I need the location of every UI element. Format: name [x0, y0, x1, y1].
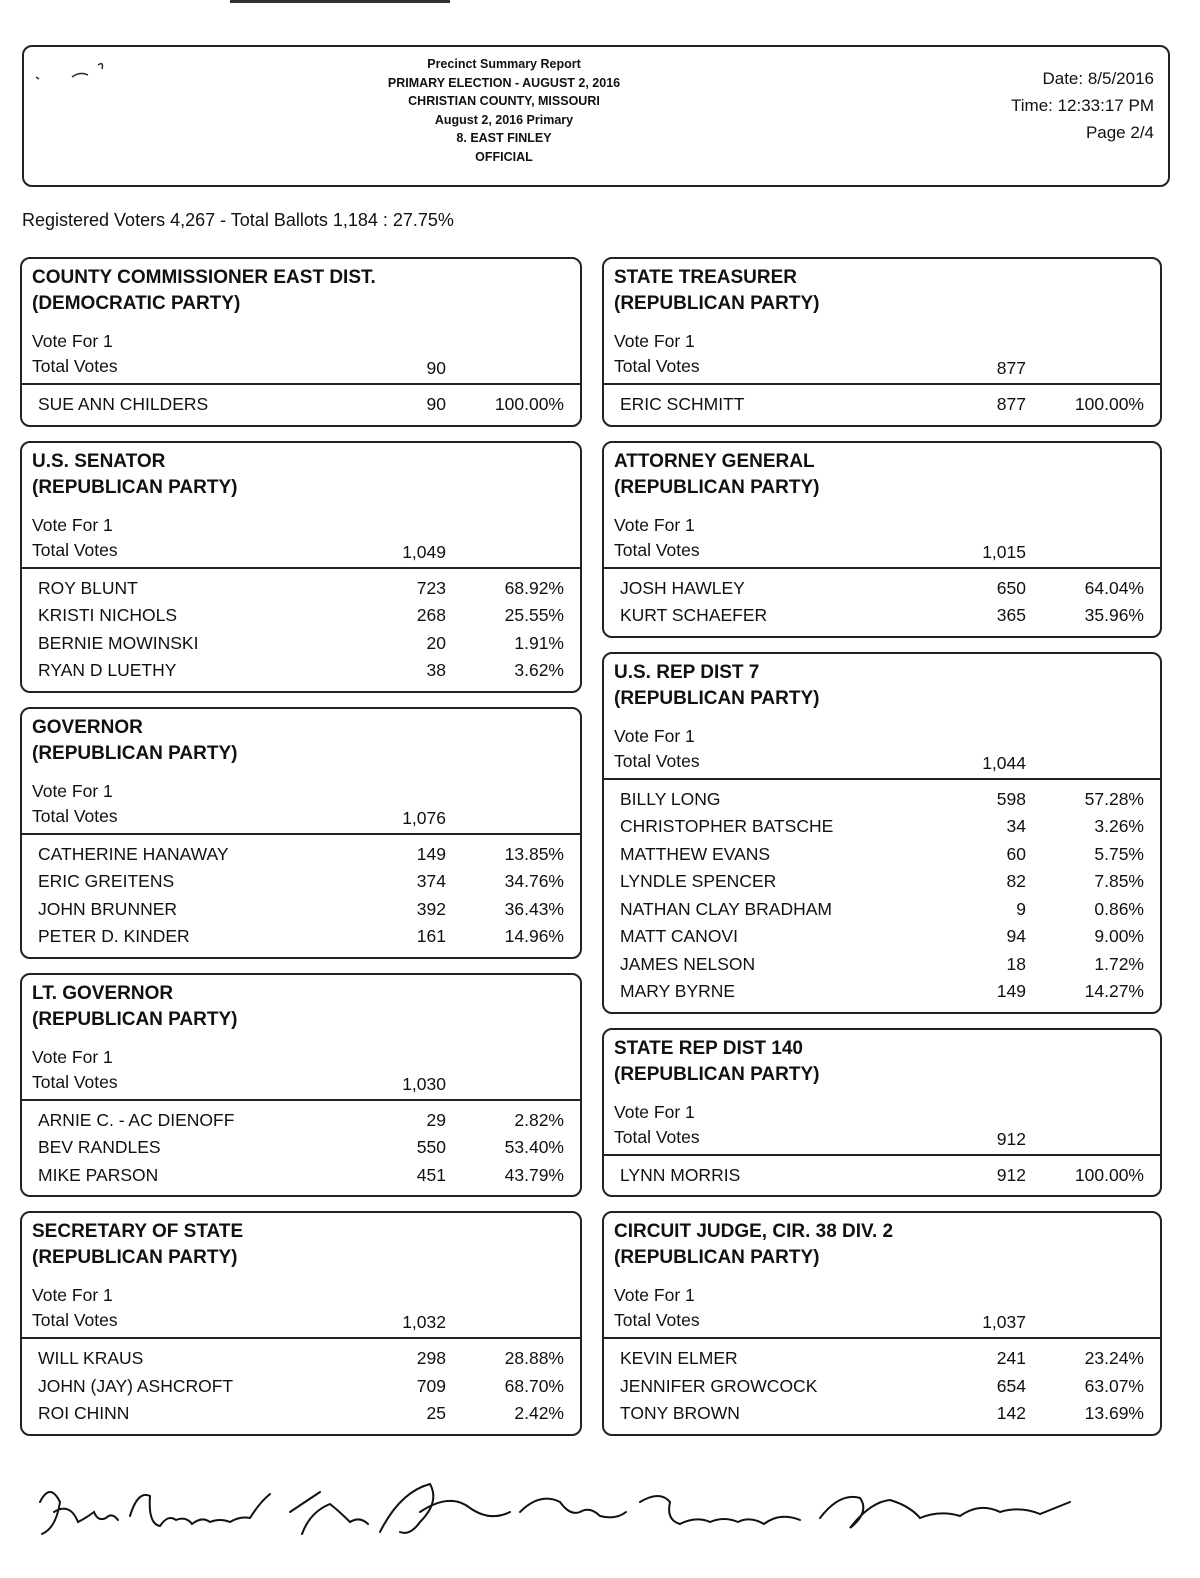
race-party: (REPUBLICAN PARTY) [614, 476, 820, 498]
race-divider [22, 1099, 580, 1101]
candidate-row [604, 391, 1160, 419]
race-party: (REPUBLICAN PARTY) [614, 1063, 820, 1085]
total-votes-label: Total Votes [614, 539, 700, 560]
race-gap [20, 959, 582, 973]
candidate-row [604, 951, 1160, 979]
total-votes-label: Total Votes [614, 356, 700, 376]
candidate-row [22, 923, 580, 951]
vote-for-label: Vote For 1 [32, 331, 113, 351]
candidate-votes: 25 [426, 1403, 446, 1423]
candidate-percent: 1.91% [514, 632, 564, 653]
candidate-percent: 7.85% [1094, 871, 1144, 891]
race-box-u-s-rep-dist-7 [602, 652, 1162, 1014]
candidate-row [604, 575, 1160, 603]
candidate-votes: 38 [426, 660, 446, 680]
total-votes-label: Total Votes [32, 1071, 118, 1092]
race-divider [604, 567, 1160, 569]
candidate-row [22, 1373, 580, 1401]
candidate-name: JENNIFER GROWCOCK [620, 1375, 818, 1396]
candidate-name: SUE ANN CHILDERS [38, 394, 209, 414]
election-name: PRIMARY ELECTION - AUGUST 2, 2016 [387, 75, 621, 90]
candidate-votes: 451 [416, 1164, 446, 1185]
candidate-votes: 912 [996, 1164, 1026, 1185]
race-title: CIRCUIT JUDGE, CIR. 38 DIV. 2 [614, 1221, 894, 1242]
candidate-name: LYNDLE SPENCER [620, 871, 777, 891]
registered-voters-summary: Registered Voters 4,267 - Total Ballots 1,184 : 27.75% [22, 210, 454, 230]
candidate-row [22, 1162, 580, 1190]
candidate-name: JAMES NELSON [620, 953, 756, 974]
candidate-votes: 94 [1006, 926, 1026, 946]
candidate-row [22, 1345, 580, 1373]
race-party: (REPUBLICAN PARTY) [32, 1008, 238, 1030]
candidate-votes: 82 [1006, 871, 1026, 891]
candidate-percent: 100.00% [1074, 1164, 1144, 1185]
candidate-votes: 268 [416, 605, 446, 625]
official-signatures [20, 1472, 1120, 1562]
race-divider [604, 383, 1160, 385]
candidate-row [22, 602, 580, 630]
official-label: OFFICIAL [475, 149, 533, 164]
report-title: Precinct Summary Report [427, 57, 581, 71]
total-votes-row [604, 353, 1160, 379]
total-votes-row [604, 1307, 1160, 1333]
candidate-percent: 57.28% [1084, 788, 1144, 809]
candidate-percent: 64.04% [1084, 577, 1144, 598]
vote-for-label: Vote For 1 [614, 514, 695, 535]
race-gap [602, 638, 1162, 652]
candidate-votes: 142 [996, 1403, 1026, 1423]
race-box-secretary-of-state [20, 1211, 582, 1436]
candidate-percent: 1.72% [1094, 953, 1144, 974]
race-party: (REPUBLICAN PARTY) [32, 1247, 238, 1268]
candidate-name: ARNIE C. - AC DIENOFF [38, 1109, 235, 1130]
candidate-row [604, 1400, 1160, 1428]
candidate-name: TONY BROWN [620, 1403, 740, 1423]
race-box-circuit-judge-cir-38-div-2 [602, 1211, 1162, 1436]
race-title: U.S. SENATOR [32, 450, 166, 472]
vote-for-label: Vote For 1 [32, 780, 113, 801]
race-title: STATE REP DIST 140 [614, 1037, 803, 1059]
total-votes-label: Total Votes [614, 750, 700, 771]
race-party: (REPUBLICAN PARTY) [614, 293, 820, 314]
race-gap [20, 693, 582, 707]
candidate-row [22, 1134, 580, 1162]
race-box-governor [20, 707, 582, 959]
candidate-name: MARY BYRNE [620, 981, 736, 1001]
right-race-column [602, 257, 1162, 1436]
race-gap [20, 1197, 582, 1211]
candidate-percent: 100.00% [494, 394, 564, 414]
candidate-votes: 298 [416, 1348, 446, 1368]
candidate-votes: 161 [416, 926, 446, 946]
candidate-percent: 2.82% [514, 1109, 564, 1130]
candidate-votes: 374 [416, 871, 446, 891]
candidate-percent: 13.69% [1084, 1403, 1144, 1423]
report-title-block [324, 55, 684, 166]
race-title: LT. GOVERNOR [32, 982, 174, 1004]
candidate-votes: 392 [416, 898, 446, 919]
race-divider [22, 383, 580, 385]
candidate-votes: 723 [416, 577, 446, 598]
report-meta [1011, 65, 1154, 146]
vote-for-label: Vote For 1 [32, 1285, 113, 1305]
vote-for-label: Vote For 1 [614, 331, 695, 351]
candidate-name: ERIC SCHMITT [620, 394, 745, 414]
candidate-row [22, 630, 580, 658]
race-title: STATE TREASURER [614, 267, 797, 288]
total-votes-row [22, 1069, 580, 1095]
candidate-row [22, 868, 580, 896]
candidate-row [604, 786, 1160, 814]
candidate-votes: 9 [1016, 898, 1026, 919]
candidate-row [604, 868, 1160, 896]
page-number: Page 2/4 [1085, 123, 1154, 142]
candidate-row [604, 923, 1160, 951]
candidate-percent: 43.79% [504, 1164, 564, 1185]
race-divider [22, 567, 580, 569]
candidate-row [22, 1400, 580, 1428]
candidate-name: JOHN BRUNNER [38, 898, 178, 919]
left-race-column [20, 257, 582, 1436]
candidate-row [604, 1162, 1160, 1190]
race-box-u-s-senator [20, 441, 582, 693]
candidate-percent: 36.43% [504, 898, 564, 919]
candidate-votes: 149 [416, 843, 446, 864]
candidate-votes: 241 [996, 1348, 1026, 1368]
race-party: (REPUBLICAN PARTY) [32, 742, 238, 764]
race-gap [602, 1197, 1162, 1211]
candidate-name: KRISTI NICHOLS [38, 605, 178, 625]
candidate-votes: 598 [996, 788, 1026, 809]
race-title: U.S. REP DIST 7 [614, 661, 760, 683]
candidate-votes: 20 [426, 632, 446, 653]
race-party: (DEMOCRATIC PARTY) [32, 293, 241, 314]
race-party: (REPUBLICAN PARTY) [614, 1247, 820, 1268]
scan-artifact-line [230, 0, 450, 3]
candidate-percent: 13.85% [504, 843, 564, 864]
vote-for-label: Vote For 1 [614, 1285, 695, 1305]
candidate-row [22, 1107, 580, 1135]
candidate-votes: 149 [996, 981, 1026, 1001]
race-gap [602, 427, 1162, 441]
candidate-row [604, 813, 1160, 841]
candidate-name: KEVIN ELMER [620, 1348, 738, 1368]
total-votes-value: 1,032 [402, 1312, 446, 1332]
race-box-attorney-general [602, 441, 1162, 638]
total-votes-value: 912 [996, 1128, 1026, 1149]
candidate-percent: 23.24% [1084, 1348, 1144, 1368]
total-votes-row [22, 1307, 580, 1333]
total-votes-value: 1,049 [402, 541, 446, 562]
race-title: GOVERNOR [32, 716, 143, 738]
total-votes-value: 1,037 [982, 1312, 1026, 1332]
candidate-votes: 654 [996, 1375, 1026, 1396]
candidate-votes: 18 [1006, 953, 1026, 974]
candidate-name: CHRISTOPHER BATSCHE [620, 816, 834, 836]
precinct-name: 8. EAST FINLEY [456, 131, 552, 145]
candidate-percent: 5.75% [1094, 843, 1144, 864]
candidate-percent: 14.96% [504, 926, 564, 946]
candidate-row [604, 602, 1160, 630]
candidate-votes: 877 [996, 394, 1026, 414]
total-votes-row [604, 748, 1160, 774]
pen-mark-scribble [32, 55, 122, 85]
candidate-name: WILL KRAUS [38, 1348, 144, 1368]
candidate-percent: 34.76% [504, 871, 564, 891]
candidate-percent: 68.70% [504, 1375, 564, 1396]
candidate-percent: 0.86% [1094, 898, 1144, 919]
candidate-name: PETER D. KINDER [38, 926, 190, 946]
race-box-state-rep-dist-140 [602, 1028, 1162, 1198]
candidate-percent: 100.00% [1074, 394, 1144, 414]
candidate-row [22, 841, 580, 869]
candidate-percent: 68.92% [504, 577, 564, 598]
report-header [22, 45, 1170, 187]
race-divider [604, 1154, 1160, 1156]
candidate-name: BILLY LONG [620, 788, 721, 809]
race-divider [604, 778, 1160, 780]
candidate-row [604, 978, 1160, 1006]
candidate-votes: 550 [416, 1137, 446, 1157]
vote-for-label: Vote For 1 [614, 725, 695, 746]
candidate-name: MATT CANOVI [620, 926, 738, 946]
total-votes-row [22, 803, 580, 829]
total-votes-label: Total Votes [614, 1310, 700, 1330]
candidate-row [22, 896, 580, 924]
total-votes-value: 1,044 [982, 752, 1026, 773]
race-box-state-treasurer [602, 257, 1162, 427]
race-box-lt-governor [20, 973, 582, 1198]
candidate-percent: 3.62% [514, 660, 564, 680]
vote-for-label: Vote For 1 [32, 1046, 113, 1067]
candidate-row [22, 657, 580, 685]
report-date: Date: 8/5/2016 [1042, 69, 1154, 88]
candidate-name: JOHN (JAY) ASHCROFT [38, 1375, 234, 1396]
candidate-name: JOSH HAWLEY [620, 577, 745, 598]
candidate-name: ROY BLUNT [38, 577, 138, 598]
race-gap [20, 427, 582, 441]
election-date-line: August 2, 2016 Primary [434, 112, 574, 127]
candidate-votes: 650 [996, 577, 1026, 598]
total-votes-value: 877 [996, 358, 1026, 378]
race-party: (REPUBLICAN PARTY) [32, 476, 238, 498]
total-votes-label: Total Votes [32, 356, 118, 376]
candidate-percent: 9.00% [1094, 926, 1144, 946]
total-votes-label: Total Votes [614, 1126, 700, 1147]
candidate-name: RYAN D LUETHY [38, 660, 177, 680]
candidate-percent: 3.26% [1094, 816, 1144, 836]
candidate-percent: 63.07% [1084, 1375, 1144, 1396]
candidate-name: KURT SCHAEFER [620, 605, 768, 625]
total-votes-row [22, 537, 580, 563]
total-votes-value: 90 [426, 358, 446, 378]
candidate-votes: 90 [426, 394, 446, 414]
candidate-name: NATHAN CLAY BRADHAM [620, 898, 832, 919]
candidate-name: BERNIE MOWINSKI [38, 632, 199, 653]
race-title: COUNTY COMMISSIONER EAST DIST. [32, 267, 376, 288]
candidate-percent: 25.55% [504, 605, 564, 625]
total-votes-label: Total Votes [32, 1310, 118, 1330]
race-box-county-commissioner-east-dist [20, 257, 582, 427]
candidate-row [22, 391, 580, 419]
total-votes-row [22, 353, 580, 379]
race-gap [602, 1014, 1162, 1028]
candidate-name: ERIC GREITENS [38, 871, 175, 891]
candidate-name: LYNN MORRIS [620, 1164, 741, 1185]
candidate-votes: 29 [426, 1109, 446, 1130]
total-votes-row [604, 1124, 1160, 1150]
total-votes-row [604, 537, 1160, 563]
total-votes-value: 1,076 [402, 807, 446, 828]
candidate-percent: 28.88% [504, 1348, 564, 1368]
candidate-name: BEV RANDLES [38, 1137, 161, 1157]
total-votes-label: Total Votes [32, 539, 118, 560]
vote-for-label: Vote For 1 [32, 514, 113, 535]
candidate-name: MIKE PARSON [38, 1164, 159, 1185]
candidate-percent: 14.27% [1084, 981, 1144, 1001]
total-votes-label: Total Votes [32, 805, 118, 826]
candidate-votes: 34 [1006, 816, 1026, 836]
total-votes-value: 1,015 [982, 541, 1026, 562]
race-title: SECRETARY OF STATE [32, 1221, 244, 1242]
candidate-row [22, 575, 580, 603]
candidate-percent: 35.96% [1084, 605, 1144, 625]
total-votes-value: 1,030 [402, 1073, 446, 1094]
race-divider [604, 1337, 1160, 1339]
candidate-name: CATHERINE HANAWAY [38, 843, 229, 864]
candidate-row [604, 1373, 1160, 1401]
candidate-row [604, 841, 1160, 869]
vote-for-label: Vote For 1 [614, 1101, 695, 1122]
race-divider [22, 1337, 580, 1339]
race-divider [22, 833, 580, 835]
candidate-percent: 2.42% [514, 1403, 564, 1423]
candidate-name: MATTHEW EVANS [620, 843, 771, 864]
report-time: Time: 12:33:17 PM [1011, 96, 1154, 115]
candidate-votes: 60 [1006, 843, 1026, 864]
candidate-row [604, 1345, 1160, 1373]
candidate-votes: 709 [416, 1375, 446, 1396]
candidate-row [604, 896, 1160, 924]
race-title: ATTORNEY GENERAL [614, 450, 815, 472]
county-name: CHRISTIAN COUNTY, MISSOURI [408, 94, 600, 108]
candidate-name: ROI CHINN [38, 1403, 130, 1423]
candidate-votes: 365 [996, 605, 1026, 625]
race-party: (REPUBLICAN PARTY) [614, 687, 820, 709]
candidate-percent: 53.40% [504, 1137, 564, 1157]
